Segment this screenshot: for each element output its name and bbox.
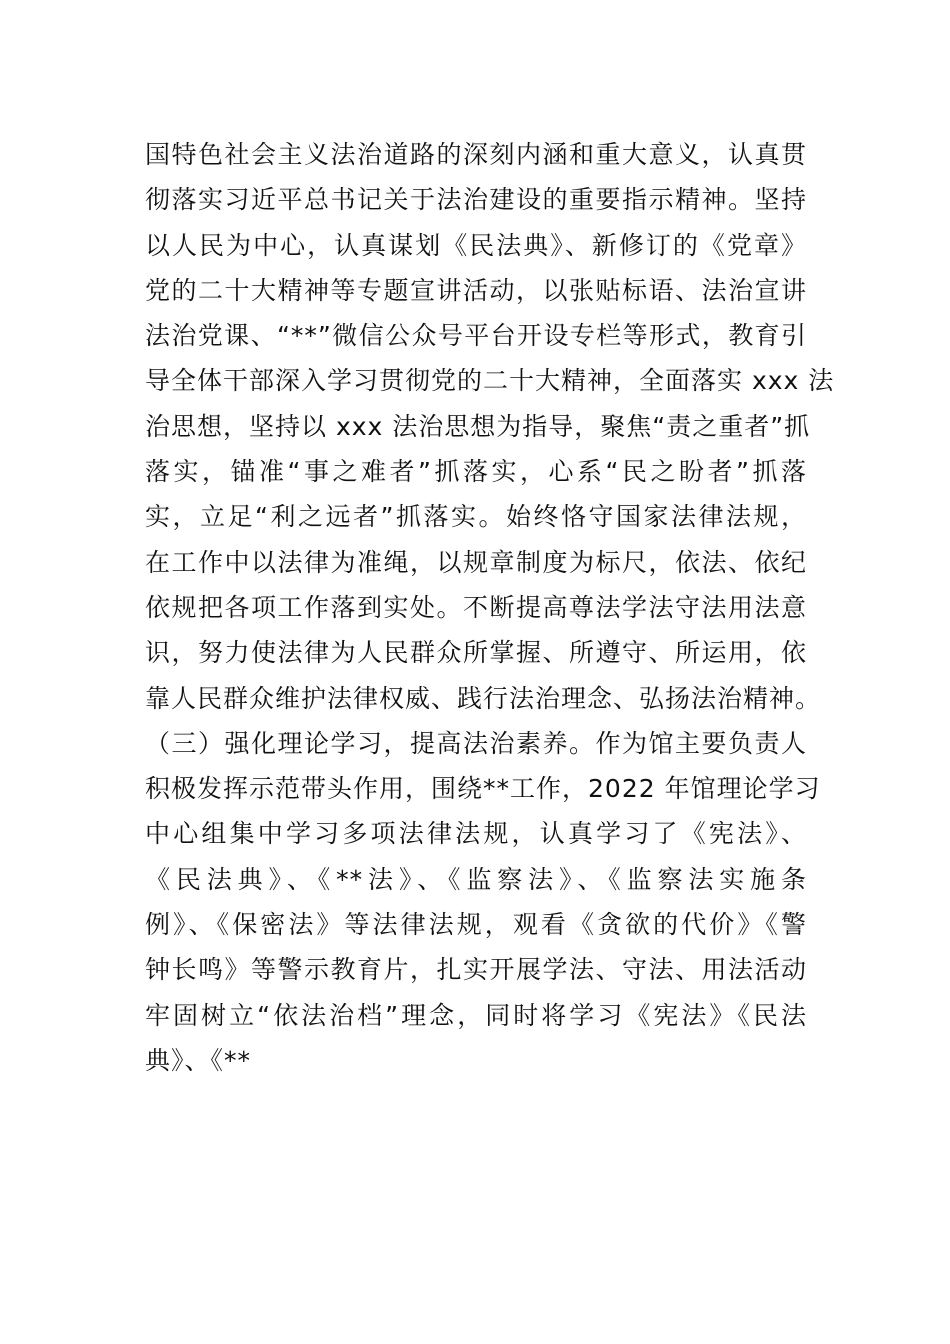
text-line: 牢固树立“依法治档”理念，同时将学习《宪法》《民法 (145, 1000, 807, 1030)
text-line: 以人民为中心，认真谋划《民法典》、新修订的《党章》 (145, 230, 807, 260)
text-line: 法治党课、“**”微信公众号平台开设专栏等形式，教育引 (145, 321, 807, 351)
text-line: 导全体干部深入学习贯彻党的二十大精神，全面落实 xxx 法 (145, 366, 835, 396)
text-line: 在工作中以法律为准绳，以规章制度为标尺，依法、依纪 (145, 547, 807, 577)
text-line: 彻落实习近平总书记关于法治建设的重要指示精神。坚持 (145, 185, 807, 215)
text-line: 治思想，坚持以 xxx 法治思想为指导，聚焦“责之重者”抓 (145, 411, 811, 441)
text-line: （三）强化理论学习，提高法治素养。作为馆主要负责人 (145, 728, 807, 758)
text-line: 例》、《保密法》等法律法规，观看《贪欲的代价》《警 (145, 910, 807, 940)
text-line: 中心组集中学习多项法律法规，认真学习了《宪法》、 (145, 819, 807, 849)
text-line: 积极发挥示范带头作用，围绕**工作，2022 年馆理论学习 (145, 774, 821, 804)
text-line: 典》、《** (145, 1045, 252, 1075)
text-line: 靠人民群众维护法律权威、践行法治理念、弘扬法治精神。 (145, 683, 822, 713)
text-line: 实，立足“利之远者”抓落实。始终恪守国家法律法规， (145, 502, 807, 532)
text-line: 《民法典》、《**法》、《监察法》、《监察法实施条 (145, 864, 807, 894)
text-line: 国特色社会主义法治道路的深刻内涵和重大意义，认真贯 (145, 140, 807, 169)
text-line: 落实，锚准“事之难者”抓落实，心系“民之盼者”抓落 (145, 457, 807, 487)
body-paragraph (145, 132, 835, 1083)
text-line: 党的二十大精神等专题宣讲活动，以张贴标语、法治宣讲 (145, 275, 807, 305)
text-line: 依规把各项工作落到实处。不断提高尊法学法守法用法意 (145, 592, 807, 622)
text-line: 识，努力使法律为人民群众所掌握、所遵守、所运用，依 (145, 638, 807, 668)
text-line: 钟长鸣》等警示教育片，扎实开展学法、守法、用法活动 (145, 955, 807, 985)
